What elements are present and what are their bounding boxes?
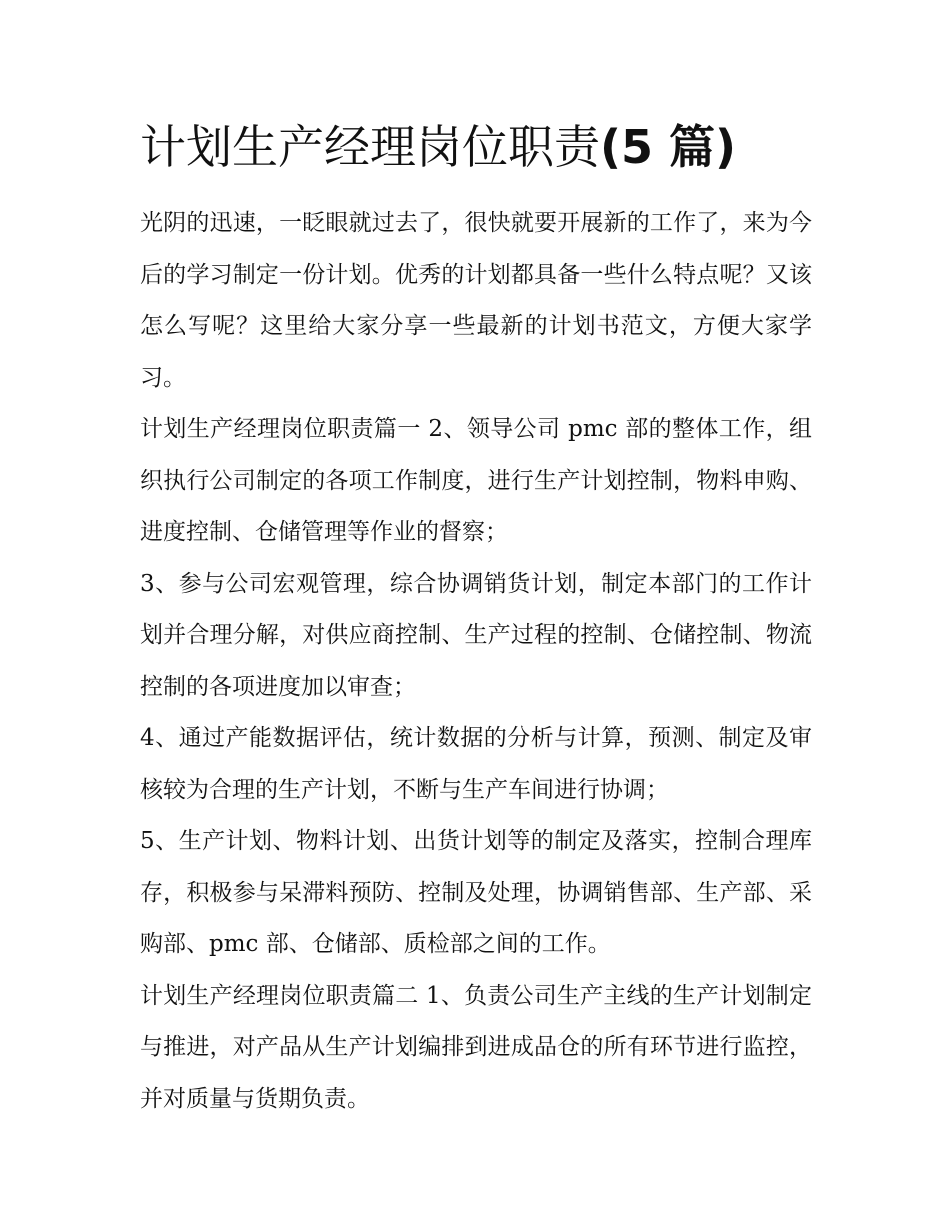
paragraph-item-3: 3、参与公司宏观管理，综合协调销货计划，制定本部门的工作计划并合理分解，对供应商控制、生产过程的控制、仓储控制、物流控制的各项进度加以审查； xyxy=(140,570,812,700)
document-title xyxy=(140,112,812,182)
paragraph-item-5: 5、生产计划、物料计划、出货计划等的制定及落实，控制合理库存，积极参与呆滞料预防、控制及处理，协调销售部、生产部、采购部、pmc 部、仓储部、质检部之间的工作。 xyxy=(140,828,812,957)
title-main: 计划生产经理岗位职责 xyxy=(140,120,600,174)
paragraph-part-one: 计划生产经理岗位职责篇一 2、领导公司 pmc 部的整体工作，组织执行公司制定的各项工作制度，进行生产计划控制，物料申购、进度控制、仓储管理等作业的督察； xyxy=(140,416,812,545)
paragraph-item-4: 4、通过产能数据评估，统计数据的分析与计算，预测、制定及审核较为合理的生产计划，不断与生产车间进行协调； xyxy=(140,725,812,803)
document-page xyxy=(140,112,812,1125)
paragraph-intro: 光阴的迅速，一眨眼就过去了，很快就要开展新的工作了，来为今后的学习制定一份计划。优秀的计划都具备一些什么特点呢？又该怎么写呢？这里给大家分享一些最新的计划书范文，方便大家学习。 xyxy=(140,210,812,391)
paragraph-part-two: 计划生产经理岗位职责篇二 1、负责公司生产主线的生产计划制定与推进，对产品从生产计划编排到进成品仓的所有环节进行监控，并对质量与货期负责。 xyxy=(140,982,812,1112)
title-suffix: (5 篇) xyxy=(600,120,737,174)
